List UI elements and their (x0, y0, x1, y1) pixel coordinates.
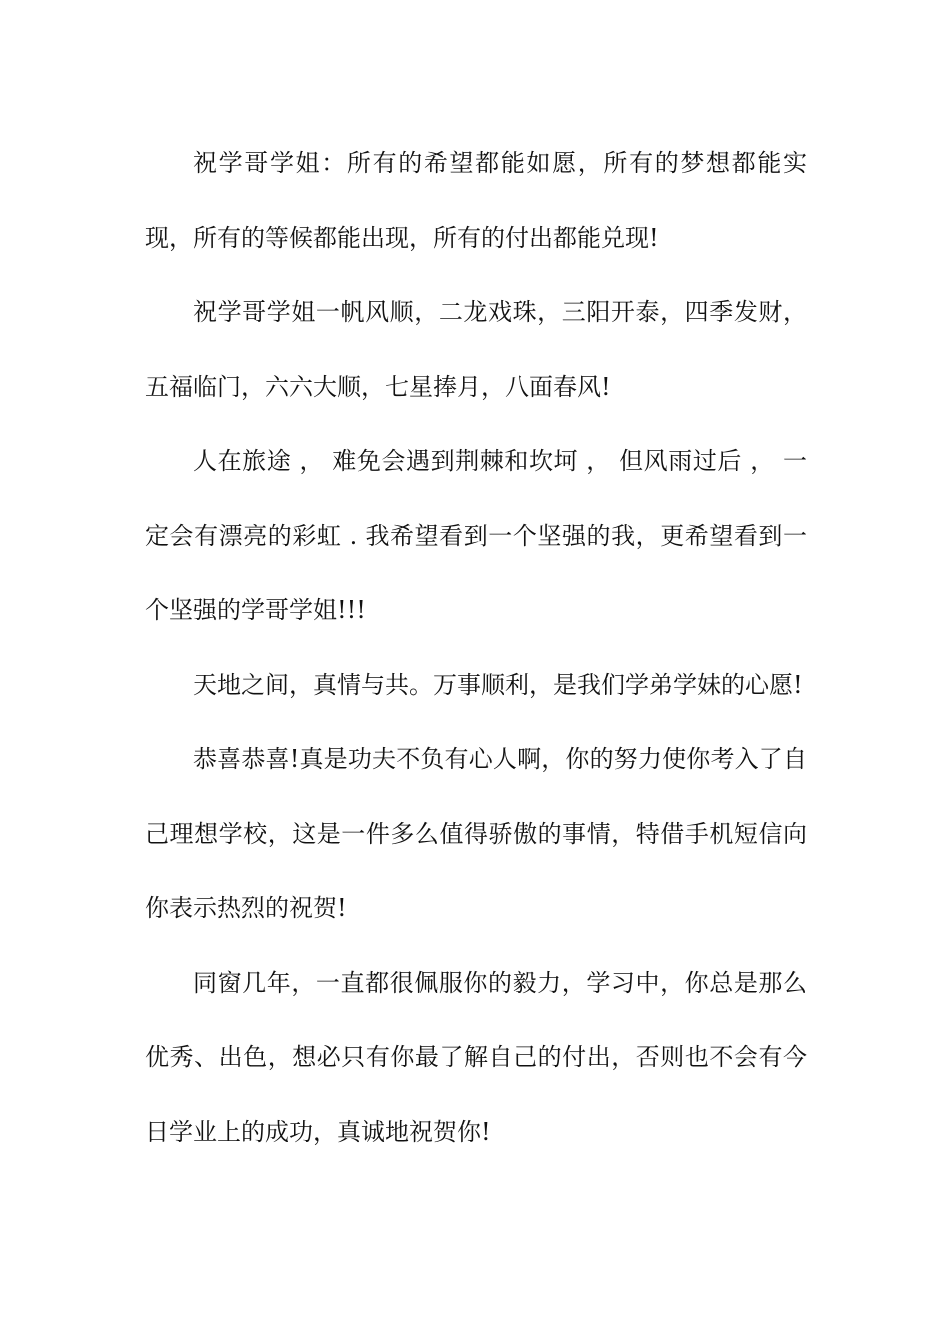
paragraph: 同窗几年，一直都很佩服你的毅力，学习中，你总是那么优秀、出色，想必只有你最了解自己的付出，否则也不会有今日学业上的成功，真诚地祝贺你! (145, 968, 807, 1146)
paragraph: 人在旅途 ， 难免会遇到荆棘和坎坷 ， 但风雨过后 ， 一定会有漂亮的彩虹 . 我希望看到一个坚强的我，更希望看到一个坚强的学哥学姐!!! (145, 447, 807, 624)
paragraph: 恭喜恭喜!真是功夫不负有心人啊，你的努力使你考入了自己理想学校，这是一件多么值得骄傲的事情，特借手机短信向你表示热烈的祝贺! (145, 745, 807, 922)
paragraph: 祝学哥学姐：所有的希望都能如愿，所有的梦想都能实现，所有的等候都能出现，所有的付出都能兑现! (145, 149, 807, 252)
paragraph: 天地之间，真情与共。万事顺利，是我们学弟学妹的心愿! (193, 670, 803, 699)
paragraph: 祝学哥学姐一帆风顺，二龙戏珠，三阳开泰，四季发财，五福临门，六六大顺，七星捧月，八面春风! (145, 298, 807, 401)
document-body (145, 126, 807, 1169)
